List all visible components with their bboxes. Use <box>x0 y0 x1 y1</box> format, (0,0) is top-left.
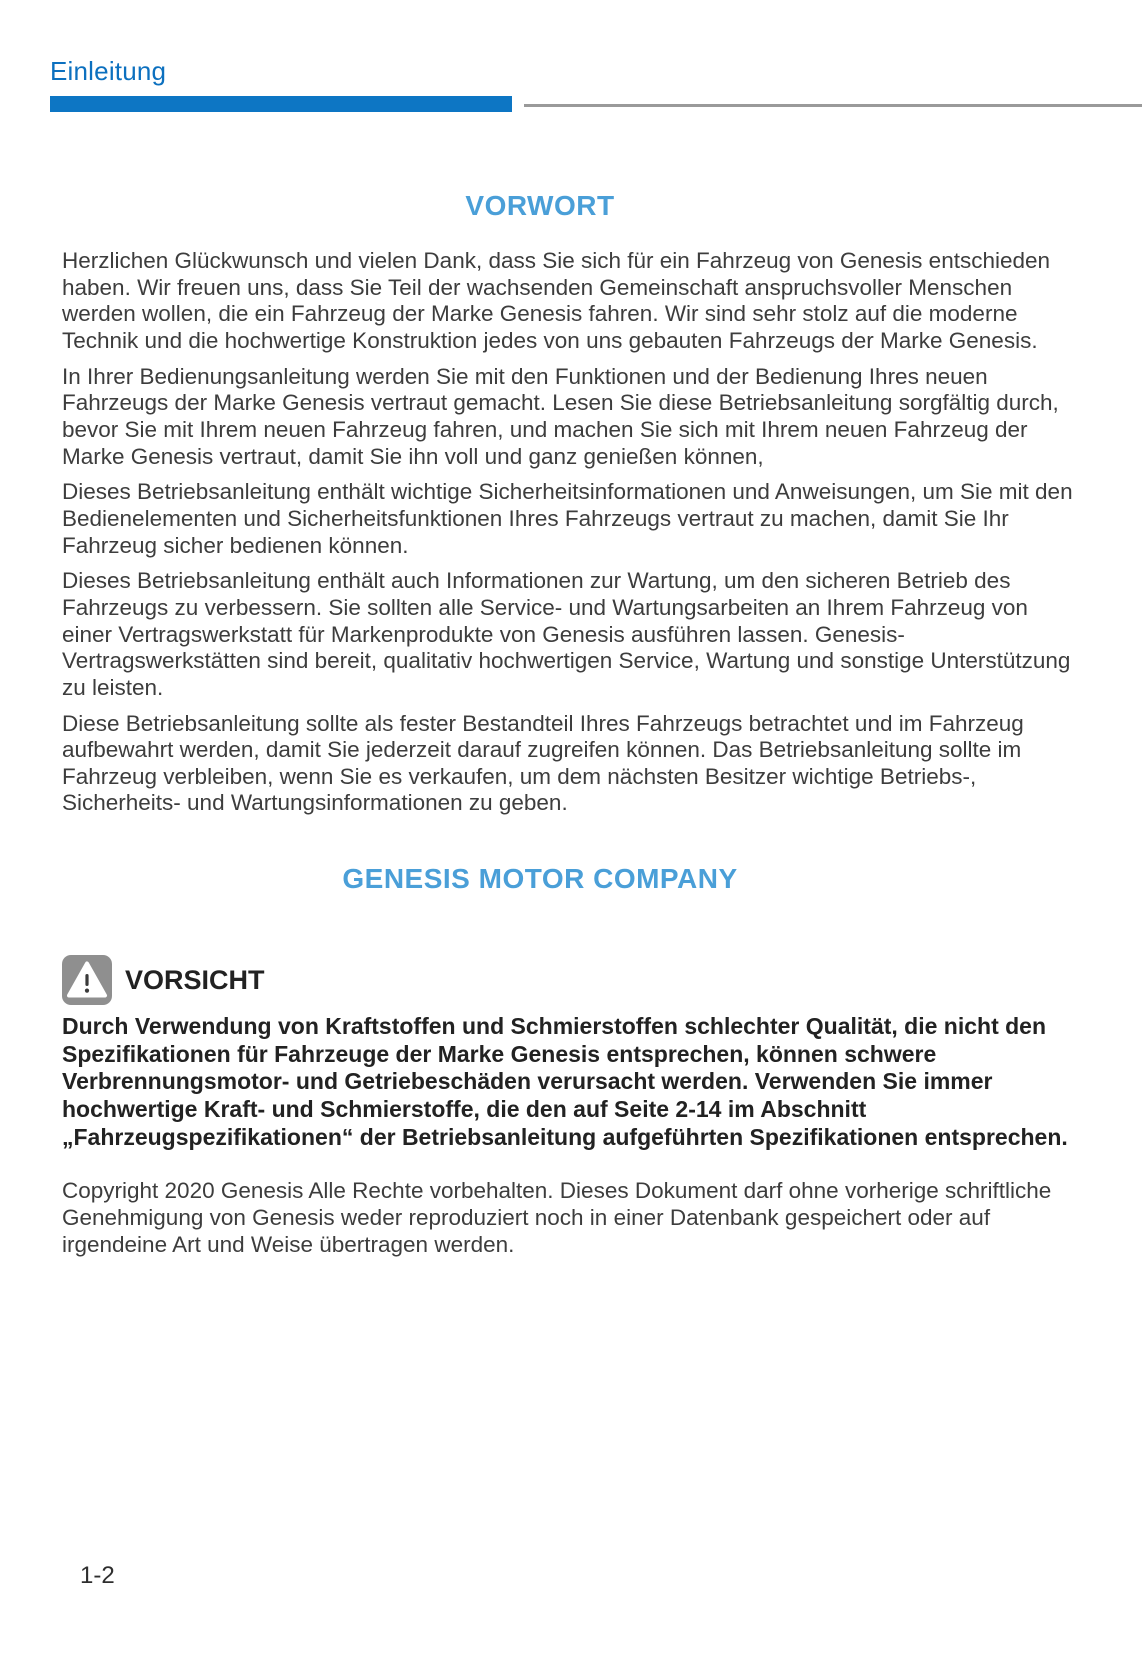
copyright-notice: Copyright 2020 Genesis Alle Rechte vorbehalten. Dieses Dokument darf ohne vorherige schriftliche Genehmigung von Genesis weder reproduziert noch in einer Datenbank gespeichert oder auf irgendeine Art und Weise übertragen werden. <box>62 1178 1052 1258</box>
caution-label: VORSICHT <box>125 964 265 995</box>
caution-header <box>62 955 1082 1005</box>
page-number: 1-2 <box>80 1562 115 1589</box>
content-column <box>62 150 1082 1258</box>
company-heading: GENESIS MOTOR COMPANY <box>342 863 738 895</box>
caution-body: Durch Verwendung von Kraftstoffen und Schmierstoffen schlechter Qualität, die nicht den Spezifikationen für Fahrzeuge der Marke Genesis entsprechen, können schwere Verbrennungsmotor- und Getriebeschäden verursacht werden. Verwenden Sie immer hochwertige Kraft- und Schmierstoffe, die den auf Seite 2-14 im Abschnitt „Fahrzeugspezifikationen“ der Betriebsanleitung aufgeführten Spezifikationen entsprechen. <box>62 1013 1068 1150</box>
section-label: Einleitung <box>50 56 167 86</box>
body-paragraph: Herzlichen Glückwunsch und vielen Dank, dass Sie sich für ein Fahrzeug von Genesis entschieden haben. Wir freuen uns, dass Sie Teil der wachsenden Gemeinschaft anspruchsvoller Menschen werden wollen, die ein Fahrzeug der Marke Genesis fahren. Wir sind sehr stolz auf die moderne Technik und die hochwertige Konstruktion jedes von uns gebauten Fahrzeugs der Marke Genesis. <box>62 248 1051 353</box>
body-paragraph: In Ihrer Bedienungsanleitung werden Sie mit den Funktionen und der Bedienung Ihres neuen Fahrzeugs der Marke Genesis vertraut gemacht. Lesen Sie diese Betriebsanleitung sorgfältig durch, bevor Sie mit Ihrem neuen Fahrzeug fahren, und machen Sie sich mit Ihrem neuen Fahrzeug der Marke Genesis vertraut, damit Sie ihn voll und ganz genießen können, <box>62 363 1059 469</box>
body-paragraph: Dieses Betriebsanleitung enthält wichtige Sicherheitsinformationen und Anweisungen, um Sie mit den Bedienelementen und Sicherheitsfunktionen Ihres Fahrzeugs vertraut zu machen, damit Sie Ihr Fahrzeug sicher bedienen können. <box>62 479 1073 558</box>
header-rule-gray <box>524 104 1142 107</box>
body-paragraph: Dieses Betriebsanleitung enthält auch Informationen zur Wartung, um den sicheren Betrieb des Fahrzeugs zu verbessern. Sie sollten alle Service- und Wartungsarbeiten an Ihrem Fahrzeug von einer Vertragswerkstatt für Markenprodukte von Genesis ausführen lassen. Genesis-Vertragswerkstätten sind bereit, qualitativ hochwertigen Service, Wartung und sonstige Unterstützung zu leisten. <box>62 568 1071 700</box>
header-rule-blue <box>50 96 512 112</box>
caution-section <box>62 955 1082 1151</box>
page-title: VORWORT <box>465 190 615 221</box>
body-paragraph: Diese Betriebsanleitung sollte als fester Bestandteil Ihres Fahrzeugs betrachtet und im Fahrzeug aufbewahrt werden, damit Sie jederzeit darauf zugreifen können. Das Betriebsanleitung sollte im Fahrzeug verbleiben, wenn Sie es verkaufen, um dem nächsten Besitzer wichtige Betriebs-, Sicherheits- und Wartungsinformationen zu geben. <box>62 710 1024 816</box>
warning-triangle-icon <box>62 955 112 1005</box>
